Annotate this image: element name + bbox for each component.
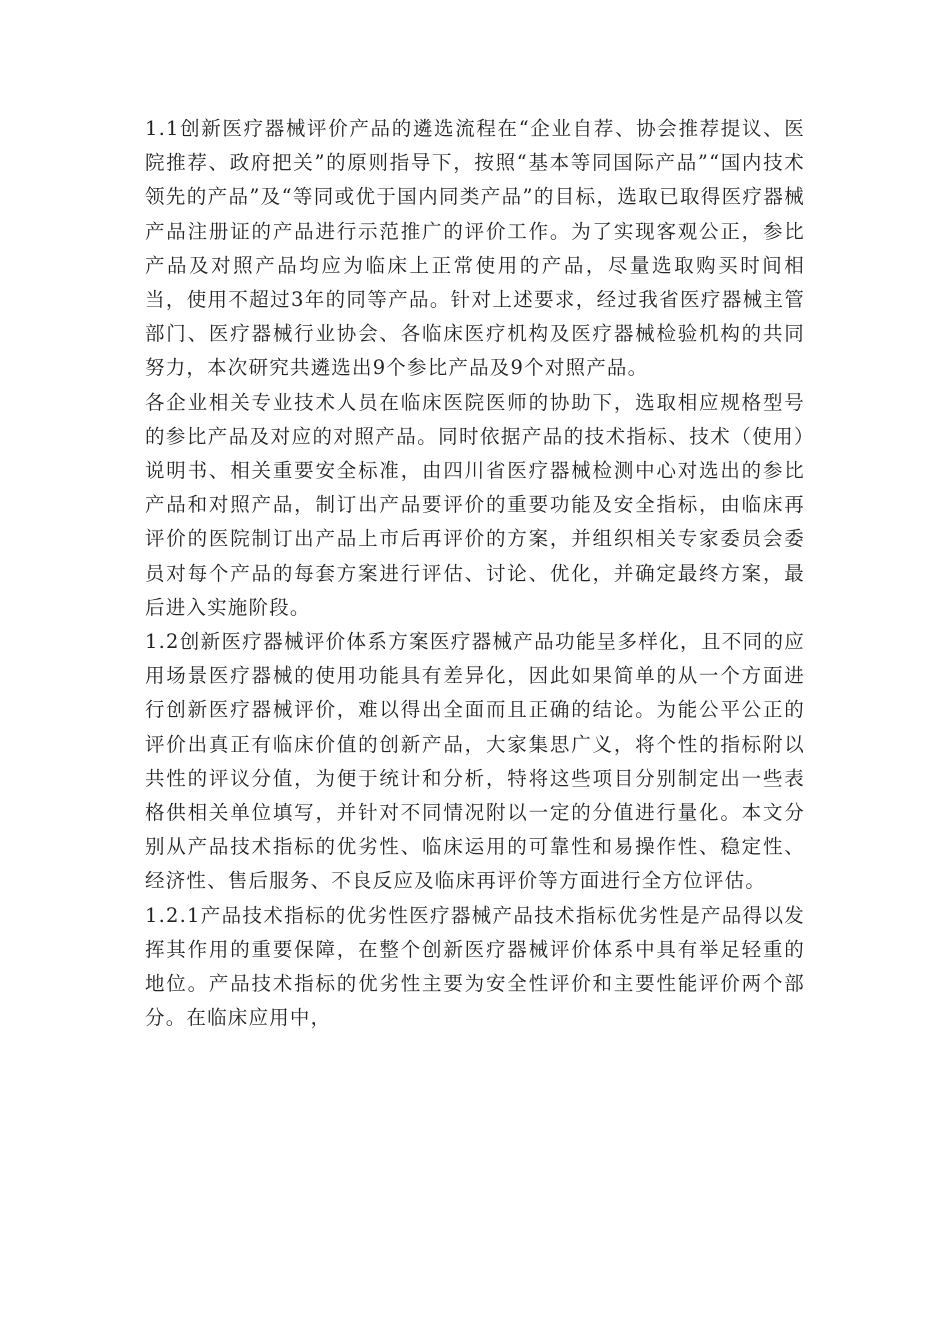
document-page	[145, 112, 805, 1035]
paragraph-1-1-selection-process: 1.1创新医疗器械评价产品的遴选流程在“企业自荐、协会推荐提议、医院推荐、政府把关”的原则指导下，按照“基本等同国际产品”“国内技术领先的产品”及“等同或优于国内同类产品”的目标，选取已取得医疗器械产品注册证的产品进行示范推广的评价工作。为了实现客观公正，参比产品及对照产品均应为临床上正常使用的产品，尽量选取购买时间相当，使用不超过3年的同等产品。针对上述要求，经过我省医疗器械主管部门、医疗器械行业协会、各临床医疗机构及医疗器械检验机构的共同努力，本次研究共遴选出9个参比产品及9个对照产品。	[145, 117, 805, 380]
paragraph-1-2-1-technical-indicators: 1.2.1产品技术指标的优劣性医疗器械产品技术指标优劣性是产品得以发挥其作用的重要保障，在整个创新医疗器械评价体系中具有举足轻重的地位。产品技术指标的优劣性主要为安全性评价和主要性能评价两个部分。在临床应用中，	[145, 903, 805, 1030]
paragraph-1-2-evaluation-system: 1.2创新医疗器械评价体系方案医疗器械产品功能呈多样化，且不同的应用场景医疗器械的使用功能具有差异化，因此如果简单的从一个方面进行创新医疗器械评价，难以得出全面而且正确的结论。为能公平公正的评价出真正有临床价值的创新产品，大家集思广义，将个性的指标附以共性的评议分值，为便于统计和分析，特将这些项目分别制定出一些表格供相关单位填写，并针对不同情况附以一定的分值进行量化。本文分别从产品技术指标的优劣性、临床运用的可靠性和易操作性、稳定性、经济性、售后服务、不良反应及临床再评价等方面进行全方位评估。	[145, 630, 805, 893]
paragraph-enterprise-participation: 各企业相关专业技术人员在临床医院医师的协助下，选取相应规格型号的参比产品及对应的对照产品。同时依据产品的技术指标、技术（使用）说明书、相关重要安全标准，由四川省医疗器械检测中心对选出的参比产品和对照产品，制订出产品要评价的重要功能及安全指标，由临床再评价的医院制订出产品上市后再评价的方案，并组织相关专家委员会委员对每个产品的每套方案进行评估、讨论、优化，并确定最终方案，最后进入实施阶段。	[145, 390, 805, 619]
